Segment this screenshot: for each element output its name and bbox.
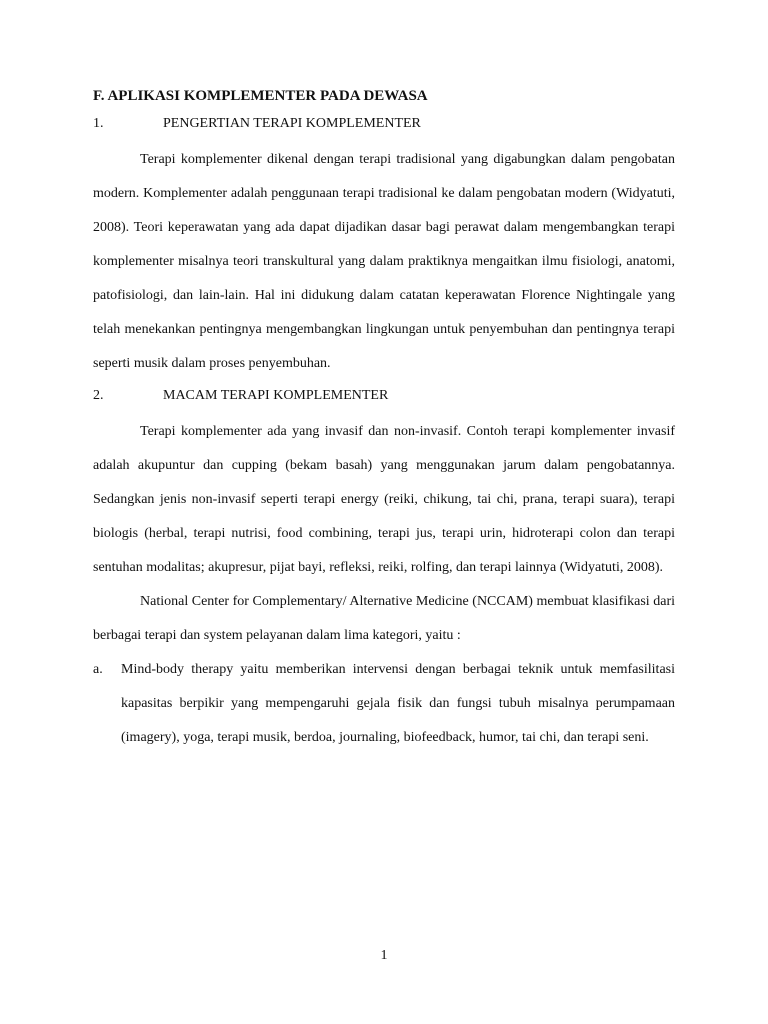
section-title: PENGERTIAN TERAPI KOMPLEMENTER <box>163 116 421 131</box>
page-number: 1 <box>380 948 388 963</box>
list-item <box>93 653 675 755</box>
paragraph: National Center for Complementary/ Alternative Medicine (NCCAM) membuat klasifikasi dari berbagai terapi dan system pelayanan dalam lima kategori, yaitu : <box>93 594 675 643</box>
paragraph: Terapi komplementer ada yang invasif dan non-invasif. Contoh terapi komplementer invasif adalah akupuntur dan cupping (bekam basah) yang menggunakan jarum dalam pengobatannya. Sedangkan jenis non-invasif seperti terapi energy (reiki, chikung, tai chi, prana, terapi suara), terapi biologis (herbal, terapi nutrisi, food combining, terapi jus, terapi urin, hidroterapi colon dan terapi sentuhan modalitas; akupresur, pijat bayi, refleksi, reiki, rolfing, dan terapi lainnya (Widyatuti, 2008). <box>93 424 675 575</box>
section-number: 1. <box>93 116 104 131</box>
list-marker: a. <box>93 662 103 677</box>
document-title: F. APLIKASI KOMPLEMENTER PADA DEWASA <box>93 88 428 104</box>
section-heading-1 <box>93 115 675 133</box>
document-body <box>93 87 675 755</box>
section-heading-2 <box>93 387 675 405</box>
section-number: 2. <box>93 388 104 403</box>
section-title: MACAM TERAPI KOMPLEMENTER <box>163 388 389 403</box>
list-item-text: Mind-body therapy yaitu memberikan intervensi dengan berbagai teknik untuk memfasilitasi kapasitas berpikir yang mempengaruhi gejala fisik dan fungsi tubuh misalnya perumpamaan (imagery), yoga, terapi musik, berdoa, journaling, biofeedback, humor, tai chi, dan terapi seni. <box>121 662 675 745</box>
paragraph: Terapi komplementer dikenal dengan terapi tradisional yang digabungkan dalam pengobatan modern. Komplementer adalah penggunaan terapi tradisional ke dalam pengobatan modern (Widyatuti, 2008). Teori keperawatan yang ada dapat dijadikan dasar bagi perawat dalam mengembangkan terapi komplementer misalnya teori transkultural yang dalam praktiknya mengaitkan ilmu fisiologi, anatomi, patofisiologi, dan lain-lain. Hal ini didukung dalam catatan keperawatan Florence Nightingale yang telah menekankan pentingnya mengembangkan lingkungan untuk penyembuhan dan pentingnya terapi seperti musik dalam proses penyembuhan. <box>93 152 675 371</box>
